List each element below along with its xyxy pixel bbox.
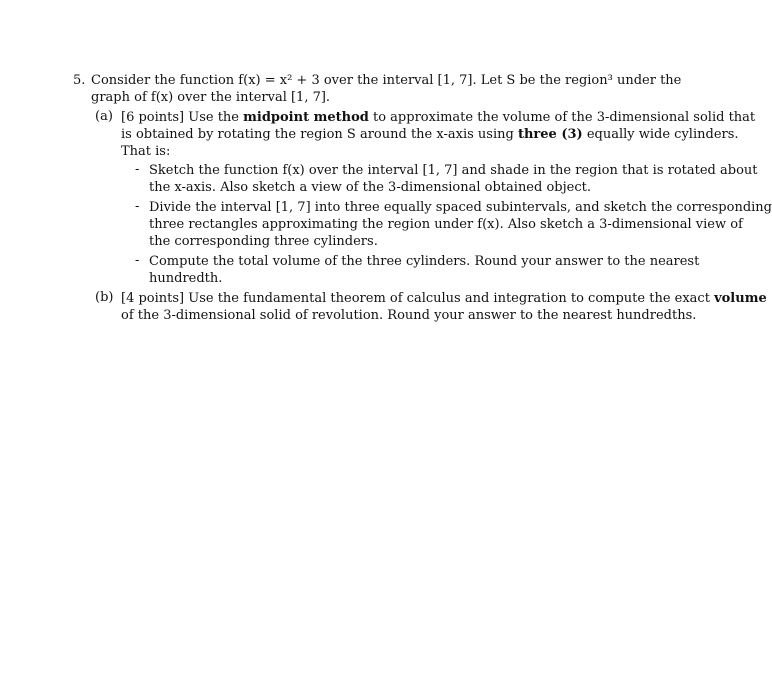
part-b-label: (b) — [95, 290, 114, 305]
bullet-dash: - — [135, 253, 140, 268]
part-a-text: equally wide cylinders. — [582, 127, 739, 142]
part-a-line-3: That is: — [121, 144, 171, 159]
problem-5 — [73, 72, 772, 324]
problem-text-1: Consider the function f(x) = x² + 3 over the interval [1, 7]. Let S be the region³ under the — [91, 73, 682, 88]
part-a-label: (a) — [95, 109, 113, 124]
bullet-line: Compute the total volume of the three cylinders. Round your answer to the nearest — [149, 254, 700, 269]
bullet-line: Sketch the function f(x) over the interval [1, 7] and shade in the region that is rotated about — [149, 163, 758, 178]
problem-statement-line-2: graph of f(x) over the interval [1, 7]. — [91, 90, 331, 105]
bullet-dash: - — [135, 199, 140, 214]
part-b — [73, 290, 767, 324]
part-a-text: is obtained by rotating the region S around the x-axis using — [121, 127, 518, 142]
bullet-dash: - — [135, 162, 140, 177]
part-a-line-1 — [121, 109, 756, 126]
problem-statement-line-1 — [73, 72, 693, 89]
part-a-bullet-list — [121, 162, 772, 287]
part-a-text: [6 points] Use the — [121, 110, 244, 125]
bullet-line: hundredth. — [149, 271, 223, 286]
three-emphasis: three (3) — [517, 127, 583, 142]
part-b-text: [4 points] Use the fundamental theorem of calculus and integration to compute the exact — [121, 291, 715, 306]
part-a-text: to approximate the volume of the 3-dimensional solid that — [368, 110, 756, 125]
bullet-item — [121, 199, 772, 250]
part-b-line-1 — [121, 290, 767, 307]
bullet-line: the x-axis. Also sketch a view of the 3-dimensional obtained object. — [149, 180, 591, 195]
bullet-line: the corresponding three cylinders. — [149, 234, 378, 249]
problem-number: 5. — [73, 73, 86, 88]
midpoint-method-emphasis: midpoint method — [243, 110, 369, 125]
bullet-item — [121, 253, 700, 287]
bullet-line: Divide the interval [1, 7] into three equally spaced subintervals, and sketch the corresponding — [149, 200, 772, 215]
part-a-line-2 — [121, 126, 739, 143]
part-a — [73, 109, 772, 287]
bullet-line: three rectangles approximating the region under f(x). Also sketch a 3-dimensional view of — [149, 217, 743, 232]
bullet-item — [121, 162, 758, 196]
part-b-line-2: of the 3-dimensional solid of revolution. Round your answer to the nearest hundredths. — [121, 308, 697, 323]
volume-emphasis: volume — [714, 291, 767, 306]
